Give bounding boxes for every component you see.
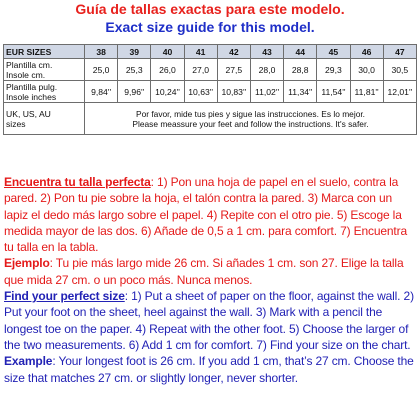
heading-english: Find your perfect size — [4, 289, 125, 304]
value-cell: 10,63'' — [184, 81, 217, 103]
note-spanish: Por favor, mide tus pies y sigue las instrucciones. Es lo mejor. — [135, 108, 365, 119]
example-heading-english: Example — [4, 354, 53, 369]
size-cell: 40 — [151, 45, 184, 59]
value-cell: 27,5 — [217, 59, 250, 81]
value-cell: 11,54'' — [317, 81, 350, 103]
size-cell: 46 — [350, 45, 383, 59]
row-label-line: UK, US, AU — [6, 108, 51, 119]
size-cell: 38 — [85, 45, 118, 59]
instructions-english — [4, 288, 418, 353]
value-cell: 30,0 — [350, 59, 383, 81]
value-cell: 28,8 — [284, 59, 317, 81]
value-cell: 25,3 — [118, 59, 151, 81]
note-english: Please meassure your feet and follow the instructions. It's safer. — [132, 118, 369, 129]
size-cell: 47 — [383, 45, 416, 59]
row-label-line: Plantilla cm. — [6, 59, 53, 70]
size-cell: 39 — [118, 45, 151, 59]
value-cell: 27,0 — [184, 59, 217, 81]
row-label — [4, 59, 85, 81]
row-label-line: Insole inches — [6, 91, 57, 102]
table-row-note — [4, 103, 417, 135]
value-cell: 28,0 — [250, 59, 283, 81]
row-label-line: sizes — [6, 118, 26, 129]
value-cell: 10,83'' — [217, 81, 250, 103]
table-row-cm — [4, 59, 417, 81]
size-cell: 42 — [217, 45, 250, 59]
value-cell: 11,81'' — [350, 81, 383, 103]
value-cell: 12,01'' — [383, 81, 416, 103]
text-spanish: : 1) Pon una hoja de papel en el suelo, contra la pared. 2) Pon tu pie sobre la hoja, el talón contra la pared. 3) Marca con un lapiz el dedo más largo sobre el papel. 4) Repite con el otro pie. 5) Escoge la medida mayor de las dos. 6) Añade de 0,5 a 1 cm. para comfort. 7) Encuentra tu talla en la tabla. — [4, 175, 407, 255]
size-cell: 45 — [317, 45, 350, 59]
row-label — [4, 81, 85, 103]
value-cell: 25,0 — [85, 59, 118, 81]
value-cell: 11,02'' — [250, 81, 283, 103]
size-cell: 43 — [250, 45, 283, 59]
row-label-line: Plantilla pulg. — [6, 81, 58, 92]
heading-spanish: Encuentra tu talla perfecta — [4, 175, 151, 189]
instructions-spanish — [4, 174, 418, 255]
text-english: : 1) Put a sheet of paper on the floor, against the wall. 2) Put your foot on the sheet, heel against the wall. 3) Mark with a pencil the longest toe on the paper. 4) Repeat with the other foot. 5) Choose the larger of the two measurements. 6) Add 1 cm for comfort. 7) Find your size on the chart. — [4, 289, 414, 352]
row-label — [4, 103, 85, 135]
example-heading-spanish: Ejemplo — [4, 256, 50, 271]
size-table — [3, 44, 417, 135]
table-header-row — [4, 45, 417, 59]
table-row-inches — [4, 81, 417, 103]
instructions — [4, 174, 418, 386]
value-cell: 10,24'' — [151, 81, 184, 103]
value-cell: 29,3 — [317, 59, 350, 81]
note-cell — [85, 103, 417, 135]
title-english: Exact size guide for this model. — [105, 19, 315, 35]
title-spanish: Guía de tallas exactas para este modelo. — [75, 1, 345, 17]
value-cell: 30,5 — [383, 59, 416, 81]
size-cell: 44 — [284, 45, 317, 59]
size-cell: 41 — [184, 45, 217, 59]
value-cell: 11,34'' — [284, 81, 317, 103]
example-text-spanish: : Tu pie más largo mide 26 cm. Si añades 1 cm. son 27. Elige la talla que mida 27 cm. o un poco más. Nunca menos. — [4, 256, 404, 287]
example-english — [4, 353, 418, 386]
value-cell: 26,0 — [151, 59, 184, 81]
value-cell: 9,96'' — [118, 81, 151, 103]
header-label: EUR SIZES — [4, 45, 85, 59]
value-cell: 9,84'' — [85, 81, 118, 103]
row-label-line: Insole cm. — [6, 69, 46, 80]
example-text-english: : Your longest foot is 26 cm. If you add 1 cm, that’s 27 cm. Choose the size that matches 27 cm. or slightly longer, never shorter. — [4, 354, 414, 385]
example-spanish — [4, 255, 418, 288]
